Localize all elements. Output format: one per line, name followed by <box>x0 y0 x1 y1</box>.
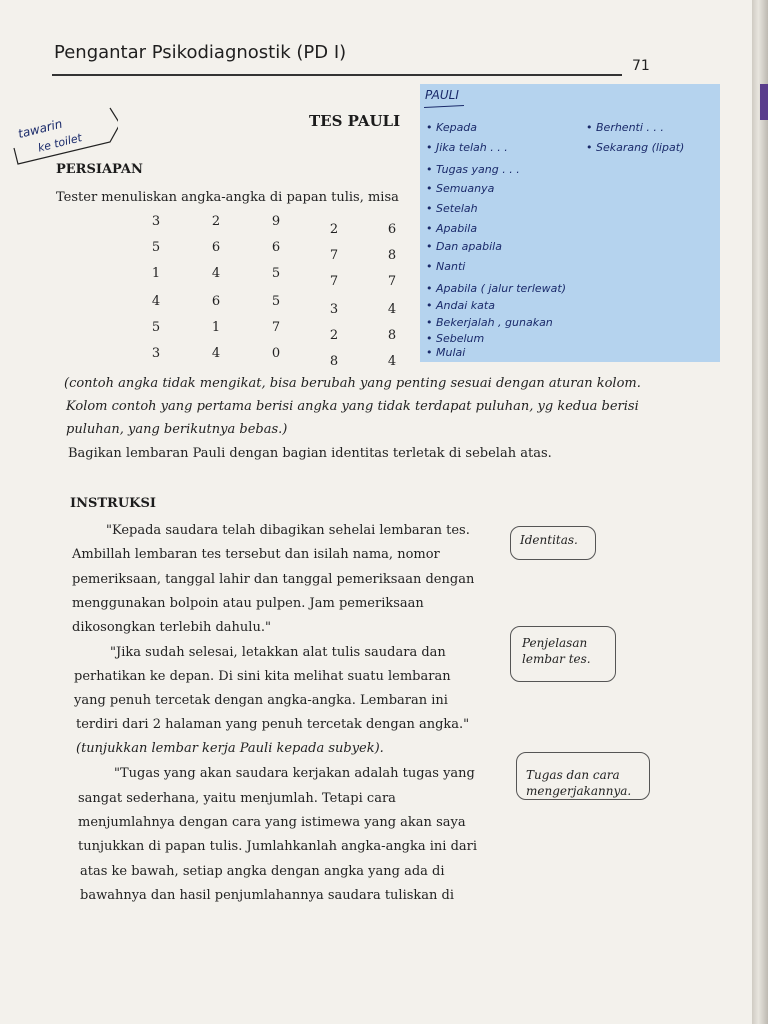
instruksi-para2-line: "Jika sudah selesai, letakkan alat tulis saudara dan <box>110 645 446 660</box>
instruksi-para3-line: menjumlahnya dengan cara yang istimewa yang akan saya <box>78 815 466 830</box>
sticky-note-item: • Nanti <box>426 260 466 273</box>
callout-tugas-line-2: mengerjakannya. <box>526 784 632 798</box>
sticky-note-item: • Setelah <box>426 202 478 215</box>
persiapan-intro: Tester menuliskan angka-angka di papan tulis, misa <box>56 190 399 205</box>
instruksi-para1-line: dikosongkan terlebih dahulu." <box>72 620 271 635</box>
callout-penjelasan-line-1: Penjelasan <box>522 636 588 650</box>
grid-number: 7 <box>329 248 339 263</box>
grid-number: 1 <box>211 320 221 335</box>
sticky-note-item: • Bekerjalah , gunakan <box>426 316 553 329</box>
callout-penjelasan-line-2: lembar tes. <box>522 652 591 666</box>
grid-number: 7 <box>329 274 339 289</box>
sticky-note-item: • Dan apabila <box>426 240 502 253</box>
grid-number: 4 <box>211 266 221 281</box>
callout-tugas-line-1: Tugas dan cara <box>526 768 620 782</box>
instruksi-para3-line: tunjukkan di papan tulis. Jumlahkanlah angka-angka ini dari <box>78 839 478 854</box>
sticky-note-item: • Tugas yang . . . <box>426 163 520 176</box>
grid-note-line-1: (contoh angka tidak mengikat, bisa berubah yang penting sesuai dengan aturan kolom. <box>64 376 641 391</box>
instruksi-heading: INSTRUKSI <box>70 496 156 511</box>
grid-number: 8 <box>387 328 397 343</box>
grid-number: 8 <box>387 248 397 263</box>
running-header-title: Pengantar Psikodiagnostik (PD I) <box>54 42 347 63</box>
instruksi-para1-line: Ambillah lembaran tes tersebut dan isilah nama, nomor <box>72 547 440 562</box>
grid-number: 5 <box>151 240 161 255</box>
sticky-note-item: • Apabila <box>426 222 478 235</box>
instruksi-para1-line: pemeriksaan, tanggal lahir dan tanggal pemeriksaan dengan <box>72 572 475 587</box>
grid-note-line-3: puluhan, yang berikutnya bebas.) <box>66 422 288 437</box>
instruksi-para3-line: bawahnya dan hasil penjumlahannya saudara tuliskan di <box>80 888 455 903</box>
sticky-note-item: • Semuanya <box>426 182 495 195</box>
margin-note-line-1: tawarin <box>16 116 64 142</box>
distribute-instruction: Bagikan lembaran Pauli dengan bagian identitas terletak di sebelah atas. <box>68 446 552 461</box>
header-rule <box>52 74 622 76</box>
grid-number: 4 <box>387 302 397 317</box>
sticky-note-heading: PAULI <box>425 88 459 102</box>
grid-number: 6 <box>271 240 281 255</box>
margin-note-line-2: ke toilet <box>36 131 84 155</box>
instruksi-para2-line: terdiri dari 2 halaman yang penuh tercetak dengan angka." <box>76 717 470 732</box>
grid-number: 7 <box>271 320 281 335</box>
grid-number: 2 <box>329 328 339 343</box>
sticky-note-item: • Berhenti . . . <box>586 121 664 134</box>
grid-number: 2 <box>329 222 339 237</box>
grid-number: 5 <box>271 294 281 309</box>
grid-number: 6 <box>387 222 397 237</box>
grid-number: 5 <box>151 320 161 335</box>
grid-number: 6 <box>211 294 221 309</box>
instruksi-para3-line: atas ke bawah, setiap angka dengan angka yang ada di <box>80 864 445 879</box>
sticky-note-item: • Jika telah . . . <box>426 141 508 154</box>
page-number: 71 <box>632 58 650 74</box>
instruksi-para1-line: menggunakan bolpoin atau pulpen. Jam pemeriksaan <box>72 596 424 611</box>
instruksi-para3-line: "Tugas yang akan saudara kerjakan adalah tugas yang <box>114 766 475 781</box>
instruksi-para3-line: sangat sederhana, yaitu menjumlah. Tetapi cara <box>78 791 396 806</box>
persiapan-heading: PERSIAPAN <box>56 162 143 177</box>
sticky-note-item: • Kepada <box>426 121 478 134</box>
grid-number: 9 <box>271 214 281 229</box>
instruksi-para2-line: perhatikan ke depan. Di sini kita melihat suatu lembaran <box>74 669 451 684</box>
sticky-note-item: • Mulai <box>426 346 466 359</box>
grid-number: 5 <box>271 266 281 281</box>
grid-number: 6 <box>211 240 221 255</box>
grid-number: 0 <box>271 346 281 361</box>
sticky-note-item: • Andai kata <box>426 299 495 312</box>
grid-number: 4 <box>387 354 397 369</box>
grid-number: 2 <box>211 214 221 229</box>
grid-number: 3 <box>151 214 161 229</box>
sticky-note-item: • Sekarang (lipat) <box>586 141 685 154</box>
grid-number: 8 <box>329 354 339 369</box>
grid-number: 4 <box>151 294 161 309</box>
number-grid <box>146 214 416 369</box>
test-title: TES PAULI <box>309 112 401 130</box>
grid-number: 3 <box>151 346 161 361</box>
instruksi-para2-aside: (tunjukkan lembar kerja Pauli kepada subyek). <box>76 741 384 756</box>
bookmark-tab <box>760 84 768 120</box>
grid-number: 4 <box>211 346 221 361</box>
callout-identitas: Identitas. <box>520 533 578 547</box>
handwritten-margin-note <box>10 104 118 170</box>
book-edge <box>752 0 768 1024</box>
instruksi-para2-line: yang penuh tercetak dengan angka-angka. Lembaran ini <box>74 693 448 708</box>
grid-note-line-2: Kolom contoh yang pertama berisi angka yang tidak terdapat puluhan, yg kedua berisi <box>66 399 639 414</box>
grid-number: 3 <box>329 302 339 317</box>
grid-number: 7 <box>387 274 397 289</box>
instruksi-para1-line: "Kepada saudara telah dibagikan sehelai lembaran tes. <box>106 523 470 538</box>
grid-number: 1 <box>151 266 161 281</box>
sticky-note-item: • Apabila ( jalur terlewat) <box>426 282 566 295</box>
sticky-note-item: • Sebelum <box>426 332 485 345</box>
